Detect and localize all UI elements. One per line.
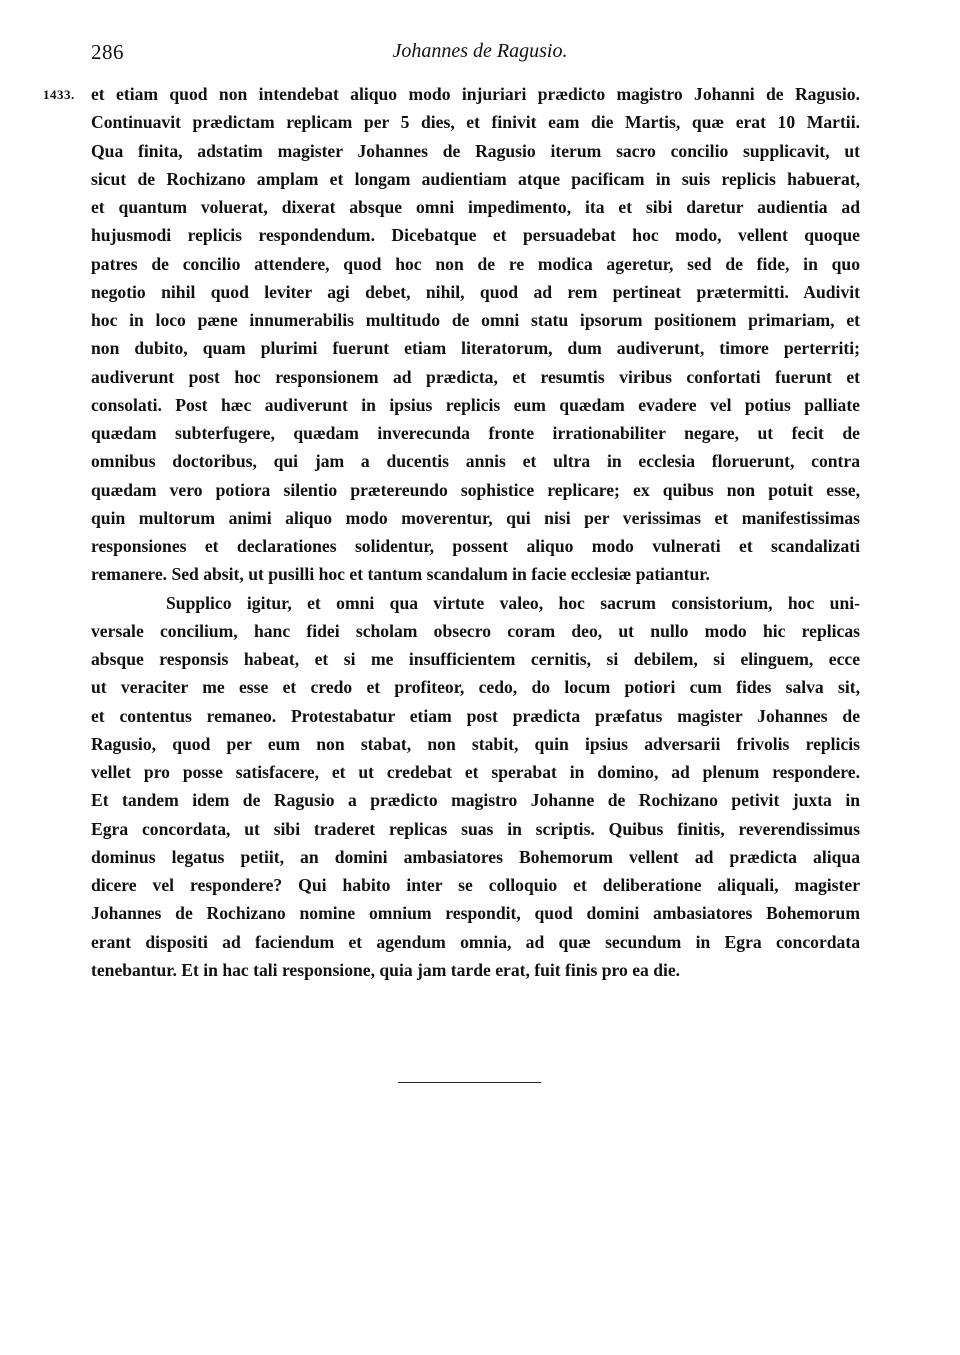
text-line: audiverunt post hoc responsionem ad prædicta, et resumtis viribus confortati fuerunt et	[91, 366, 860, 387]
text-line: erant dispositi ad faciendum et agendum omnia, ad quæ secundum in Egra concordata	[91, 931, 860, 952]
text-line: Et tandem idem de Ragusio a prædicto magistro Johanne de Rochizano petivit juxta in	[91, 790, 860, 811]
text-line: Supplico igitur, et omni qua virtute valeo, hoc sacrum consistorium, hoc uni-	[166, 592, 860, 613]
text-line: Johannes de Rochizano nomine omnium respondit, quod domini ambasiatores Bohemorum	[91, 903, 860, 924]
text-line: et contentus remaneo. Protestabatur etiam post prædicta præfatus magister Johannes de	[91, 705, 860, 726]
page-number: 286	[91, 40, 124, 64]
text-line: vellet pro posse satisfacere, et ut credebat et sperabat in domino, ad plenum respondere.	[91, 762, 860, 782]
text-line: et quantum voluerat, dixerat absque omni impedimento, ita et sibi daretur audientia ad	[91, 197, 860, 217]
body-text	[91, 80, 860, 984]
text-line: Continuavit prædictam replicam per 5 dies, et finivit eam die Martis, quæ erat 10 Martii.	[91, 112, 860, 133]
text-line: dominus legatus petiit, an domini ambasiatores Bohemorum vellent ad prædicta aliqua	[91, 846, 860, 867]
text-line: ut veraciter me esse et credo et profiteor, cedo, do locum potiori cum fides salva sit,	[91, 677, 860, 698]
text-line: et etiam quod non intendebat aliquo modo injuriari prædicto magistro Johanni de Ragusio.	[91, 84, 860, 104]
text-line: negotio nihil quod leviter agi debet, nihil, quod ad rem pertineat prætermitti. Audivit	[91, 281, 860, 302]
text-line: responsiones et declarationes solidentur, possent aliquo modo vulnerati et scandalizati	[91, 536, 860, 556]
text-line: Egra concordata, ut sibi traderet replicas suas in scriptis. Quibus finitis, reverendissimus	[91, 818, 860, 839]
text-line: omnibus doctoribus, qui jam a ducentis annis et ultra in ecclesia floruerunt, contra	[91, 451, 860, 472]
text-line: Ragusio, quod per eum non stabat, non stabit, quin ipsius adversarii frivolis replicis	[91, 733, 860, 754]
text-line: hoc in loco pæne innumerabilis multitudo de omni statu ipsorum positionem primariam, et	[91, 310, 860, 330]
text-line: sicut de Rochizano amplam et longam audientiam atque pacificam in suis replicis habuerat,	[91, 168, 860, 189]
text-line: Qua finita, adstatim magister Johannes de Ragusio iterum sacro concilio supplicavit, ut	[91, 140, 860, 161]
text-line: remanere. Sed absit, ut pusilli hoc et tantum scandalum in facie ecclesiæ patiantur.	[91, 564, 710, 585]
text-line: quin multorum animi aliquo modo moverentur, qui nisi per verissimas et manifestissimas	[91, 507, 860, 528]
margin-year-note: 1433.	[43, 87, 75, 102]
text-line: tenebantur. Et in hac tali responsione, quia jam tarde erat, fuit finis pro ea die.	[91, 959, 681, 980]
section-end-rule	[398, 1082, 541, 1083]
text-line: non dubito, quam plurimi fuerunt etiam literatorum, dum audiverunt, timore perterriti;	[91, 338, 860, 359]
running-title: Johannes de Ragusio.	[392, 40, 568, 62]
text-line: quædam subterfugere, quædam inverecunda fronte irrationabiliter negare, ut fecit de	[91, 423, 860, 443]
text-line: absque responsis habeat, et si me insufficientem cernitis, si debilem, si elinguem, ecce	[91, 649, 860, 669]
text-line: patres de concilio attendere, quod hoc non de re modica ageretur, sed de fide, in quo	[91, 253, 860, 274]
text-line: hujusmodi replicis respondendum. Dicebatque et persuadebat hoc modo, vellent quoque	[91, 225, 860, 246]
text-line: dicere vel respondere? Qui habito inter se colloquio et deliberatione aliquali, magister	[91, 875, 860, 895]
text-line: consolati. Post hæc audiverunt in ipsius replicis eum quædam evadere vel potius palliate	[91, 394, 860, 415]
text-line: versale concilium, hanc fidei scholam obsecro coram deo, ut nullo modo hic replicas	[91, 620, 860, 641]
text-line: quædam vero potiora silentio prætereundo sophistice replicare; ex quibus non potuit esse,	[91, 479, 860, 500]
